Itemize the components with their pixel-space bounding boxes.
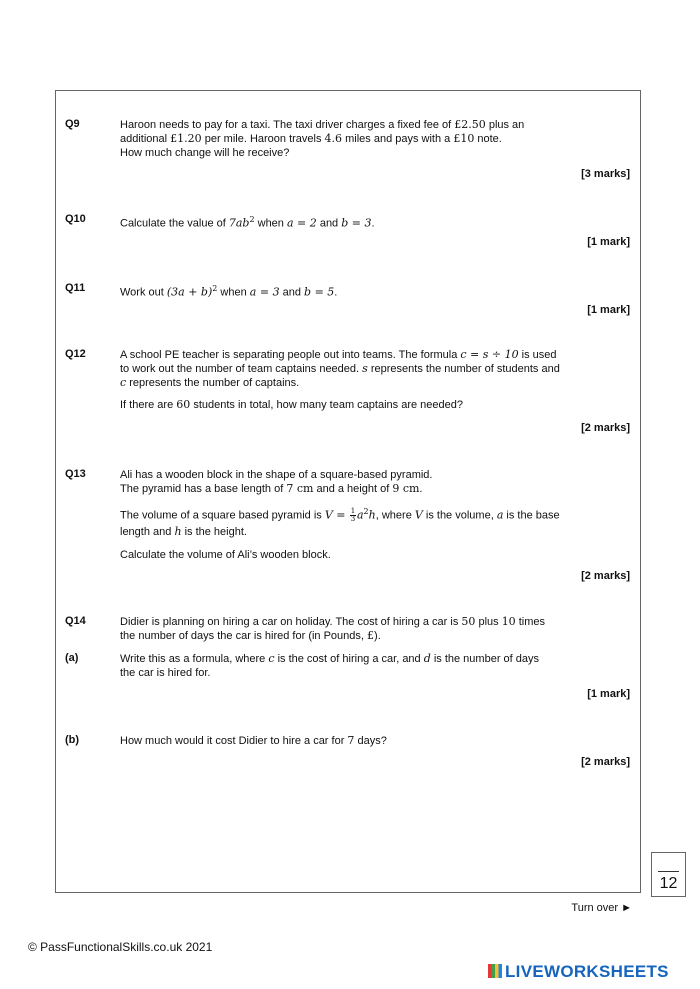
q14b-text: How much would it cost Didier to hire a car for 7 days? — [120, 734, 387, 747]
q14a-label: (a) — [65, 652, 79, 664]
q11-text: Work out $(3a + b)^2$ when a = 3 and b = 5. — [120, 284, 338, 299]
turn-over: Turn over ► — [571, 902, 632, 914]
copyright: © PassFunctionalSkills.co.uk 2021 — [28, 940, 213, 954]
q13-marks: [2 marks] — [581, 570, 630, 582]
page-number: 12 — [659, 875, 678, 892]
q14b-marks: [2 marks] — [581, 756, 630, 768]
q11-label: Q11 — [65, 282, 86, 294]
q10-label: Q10 — [65, 213, 86, 225]
q14a-marks: [1 mark] — [587, 688, 630, 700]
q14b-label: (b) — [65, 734, 80, 746]
q12-marks: [2 marks] — [581, 422, 630, 434]
q12-label: Q12 — [65, 348, 86, 360]
q9-text: Haroon needs to pay for a taxi. The taxi driver charges a fixed fee of £2.50 plus an additional £1.20 per mile. Haroon travels 4.6 miles and pays with a £10 note. How much change will he receive? — [120, 118, 525, 159]
q9-label: Q9 — [65, 118, 80, 130]
q10-marks: [1 mark] — [587, 236, 630, 248]
q9-marks: [3 marks] — [581, 168, 630, 180]
page-number-box — [651, 852, 686, 897]
q14a-text: Write this as a formula, where c is the cost of hiring a car, and d is the number of days the car is hired for. — [120, 652, 540, 679]
q12-text: A school PE teacher is separating people out into teams. The formula c = s ÷ 10 is used to work out the number of team captains needed. s represents the number of students and c represents the number of captains. If there are 60 students in total, how many team captains are needed? — [120, 348, 560, 411]
liveworksheets-logo: LIVEWORKSHEETS — [488, 962, 669, 982]
q11-marks: [1 mark] — [587, 304, 630, 316]
page-number-divider — [658, 871, 679, 872]
q14-label: Q14 — [65, 615, 86, 627]
q14-text: Didier is planning on hiring a car on holiday. The cost of hiring a car is 50 plus 10 times the number of days the car is hired for (in Pounds, £). — [120, 615, 546, 642]
q10-text: Calculate the value of $7ab^2$ when a = 2 and b = 3. — [120, 215, 375, 230]
q13-label: Q13 — [65, 468, 86, 480]
logo-blocks-icon — [488, 964, 502, 978]
q13-text: Ali has a wooden block in the shape of a square-based pyramid. The pyramid has a base length of 7 cm and a height of 9 cm. The volume of a square based pyramid is V = $\frac{1}{3}$ $a^2h$, where V is the volume, a is the base length and h is the height. Calculate the volume of Ali’s wooden block. — [120, 469, 560, 561]
